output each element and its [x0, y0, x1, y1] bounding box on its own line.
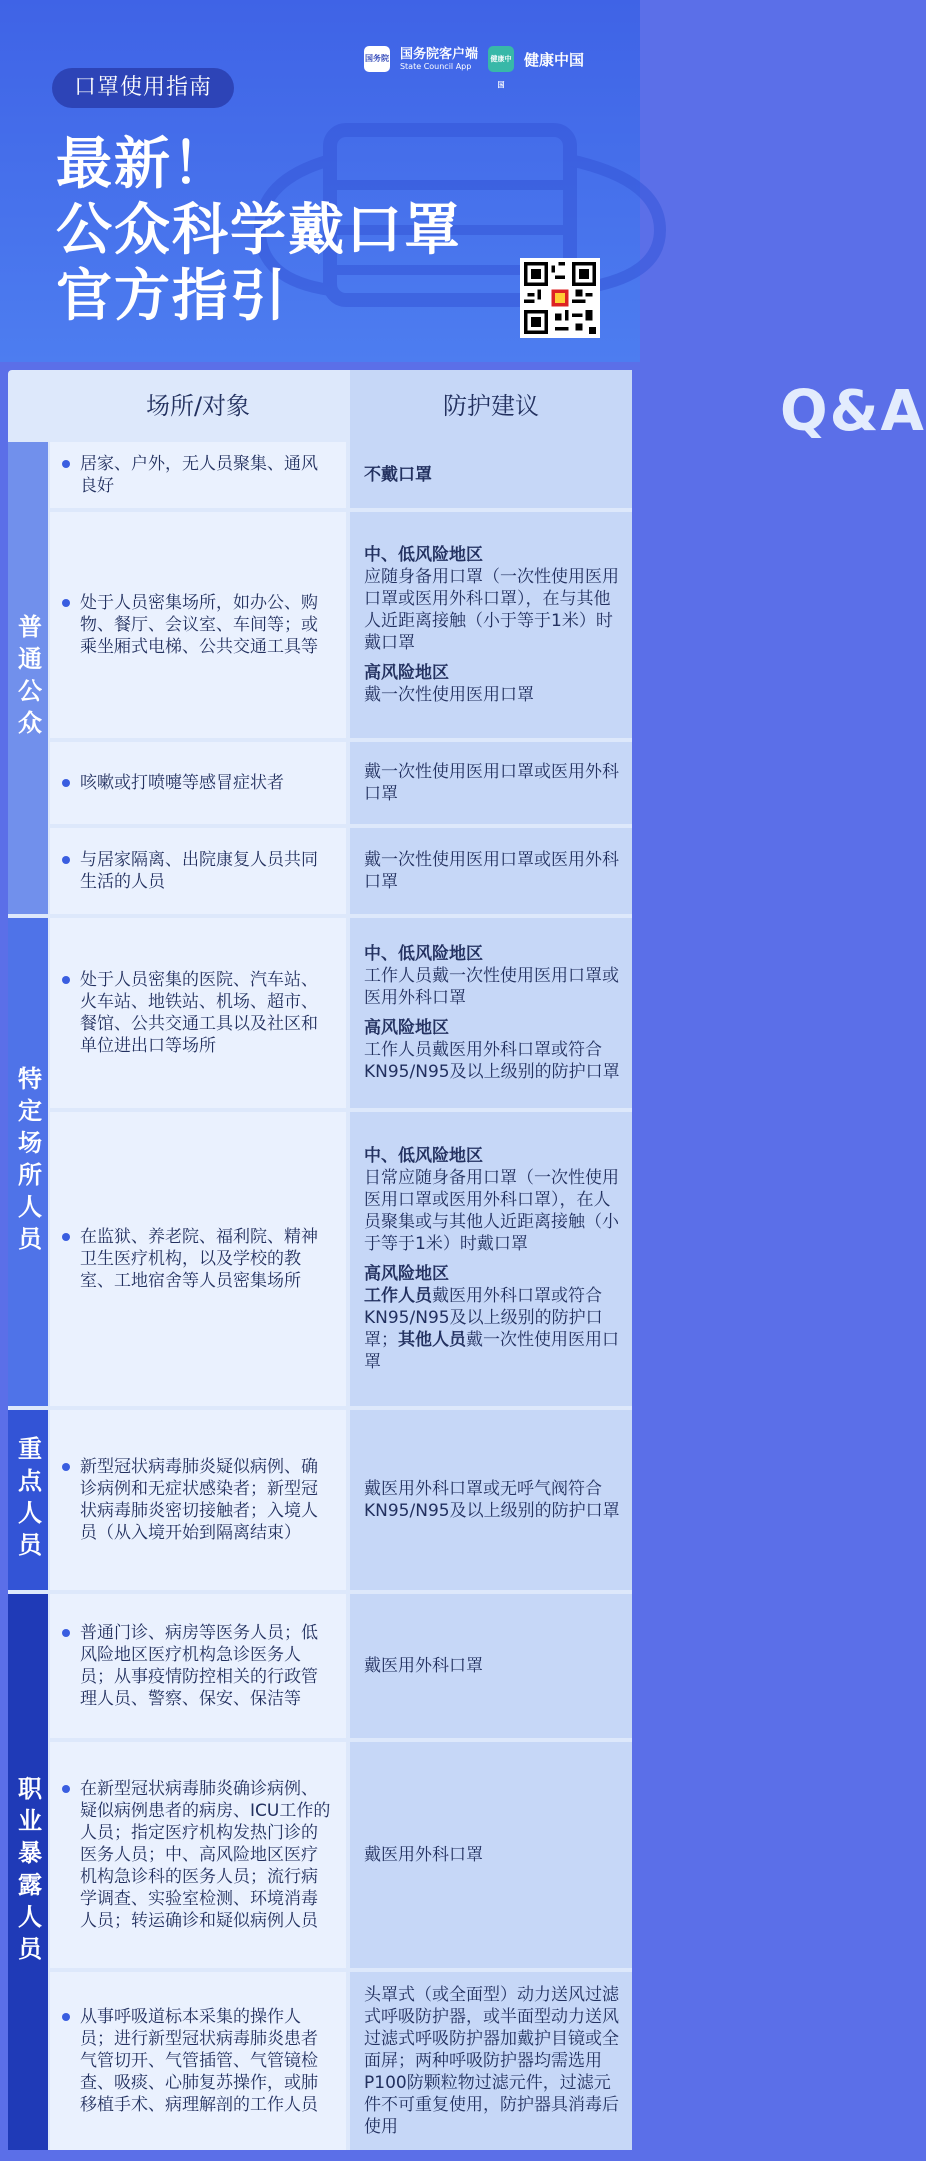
advice-low-risk: 工作人员戴一次性使用医用口罩或医用外科口罩: [364, 966, 619, 1008]
table-row: [50, 1112, 632, 1406]
page-title: [56, 132, 462, 330]
table-row: [50, 918, 632, 1108]
advice-cell: [350, 1972, 632, 2150]
advice-cell: [350, 742, 632, 824]
advice-high-risk-title: 高风险地区: [364, 1264, 449, 1284]
qr-code-icon: [524, 262, 596, 334]
state-council-en: State Council App: [399, 61, 472, 71]
advice-text: 头罩式（或全面型）动力送风过滤式呼吸防护器，或半面型动力送风过滤式呼吸防护器加戴护目镜或全面屏；两种呼吸防护器均需选用P100防颗粒物过滤元件，过滤元件不可重复使用，防护器具消毒后使用: [364, 1985, 619, 2137]
place-cell: [50, 918, 346, 1108]
place-text: 从事呼吸道标本采集的操作人员；进行新型冠状病毒肺炎患者气管切开、气管插管、气管镜检查、吸痰、心肺复苏操作，或肺移植手术、病理解剖的工作人员: [80, 2006, 332, 2116]
place-cell: [50, 442, 346, 508]
place-cell: [50, 1112, 346, 1406]
column-header-place: 场所/对象: [145, 392, 251, 420]
advice-text: 不戴口罩: [364, 465, 432, 485]
place-text: 普通门诊、病房等医务人员；低风险地区医疗机构急诊医务人员；从事疫情防控相关的行政管理人员、警察、保安、保洁等: [80, 1622, 332, 1710]
header-banner: [0, 0, 640, 362]
advice-high-risk-others: 戴一次性使用医用口罩: [364, 1330, 619, 1372]
table-row: [50, 442, 632, 508]
group-specific-places: [8, 918, 48, 1406]
group-general-public: [8, 442, 48, 914]
advice-high-risk-title: 高风险地区: [364, 1018, 449, 1038]
place-cell: [50, 1742, 346, 1968]
advice-text: 戴医用外科口罩或无呼气阀符合KN95/N95及以上级别的防护口罩: [364, 1479, 620, 1521]
group-label: 重点人员: [13, 1436, 42, 1564]
place-text: 与居家隔离、出院康复人员共同生活的人员: [80, 849, 332, 893]
advice-cell: [350, 442, 632, 508]
state-council-app-label: [400, 48, 478, 71]
advice-high-risk: 工作人员戴医用外科口罩或符合KN95/N95及以上级别的防护口罩: [364, 1040, 620, 1082]
title-line-1: 最新！: [56, 132, 230, 197]
advice-high-risk-title: 高风险地区: [364, 663, 449, 683]
advice-text: [364, 943, 626, 1083]
place-text: 处于人员密集的医院、汽车站、火车站、地铁站、机场、超市、餐馆、公共交通工具以及社区和单位进出口等场所: [80, 969, 332, 1057]
state-council-cn: 国务院客户端: [399, 46, 478, 62]
advice-low-risk-title: 中、低风险地区: [364, 944, 483, 964]
mask-guide-table: [8, 370, 926, 2150]
qa-watermark: Q&A: [780, 379, 926, 444]
place-cell: [50, 742, 346, 824]
column-header-advice: [350, 370, 926, 444]
advice-low-risk-title: 中、低风险地区: [364, 1146, 483, 1166]
advice-text: 戴医用外科口罩: [364, 1845, 483, 1865]
table-header: [8, 370, 926, 444]
place-text: 咳嗽或打喷嚏等感冒症状者: [80, 772, 332, 794]
advice-cell: [350, 1112, 632, 1406]
advice-text: [364, 544, 626, 706]
advice-low-risk: 日常应随身备用口罩（一次性使用医用口罩或医用外科口罩），在人员聚集或与其他人近距离接触（小于等于1米）时戴口罩: [364, 1168, 619, 1254]
advice-cell: [350, 918, 632, 1108]
table-row: [50, 1972, 632, 2150]
table-row: [50, 512, 632, 738]
guide-tag: 口罩使用指南: [52, 68, 234, 108]
place-cell: [50, 1410, 346, 1590]
advice-high-risk-staff: 戴医用外科口罩或符合KN95/N95及以上级别的防护口罩；: [364, 1286, 603, 1350]
place-text: 在新型冠状病毒肺炎确诊病例、疑似病例患者的病房、ICU工作的人员；指定医疗机构发热门诊的医务人员；中、高风险地区医疗机构急诊科的医务人员；流行病学调查、实验室检测、环境消毒人员；转运确诊和疑似病例人员: [80, 1779, 331, 1931]
qr-code[interactable]: [520, 258, 600, 338]
advice-high-risk: 戴一次性使用医用口罩: [364, 685, 534, 705]
table-row: [50, 828, 632, 914]
advice-cell: [350, 1742, 632, 1968]
advice-cell: [350, 1410, 632, 1590]
group-label: 特定场所人员: [13, 1066, 42, 1258]
group-key-persons: [8, 1410, 48, 1590]
advice-text: 戴一次性使用医用口罩或医用外科口罩: [364, 850, 619, 892]
group-label: 普通公众: [13, 614, 42, 742]
table-row: [50, 742, 632, 824]
advice-cell: [350, 1594, 632, 1738]
advice-cell: [350, 828, 632, 914]
advice-high-risk-staff-label: 工作人员: [364, 1286, 432, 1306]
title-line-3: 官方指引: [56, 264, 288, 329]
table-row: [50, 1410, 632, 1590]
state-council-logo-icon: 国务院: [364, 46, 390, 72]
place-text: 新型冠状病毒肺炎疑似病例、确诊病例和无症状感染者；新型冠状病毒肺炎密切接触者；入境人员（从入境开始到隔离结束）: [80, 1456, 332, 1544]
place-cell: [50, 512, 346, 738]
place-text: 在监狱、养老院、福利院、精神卫生医疗机构，以及学校的教室、工地宿舍等人员密集场所: [80, 1226, 332, 1292]
healthy-china-label: 健康中国: [523, 50, 584, 69]
advice-text: [364, 1145, 626, 1373]
table-row: [50, 1742, 632, 1968]
place-cell: [50, 828, 346, 914]
place-cell: [50, 1594, 346, 1738]
place-text: 处于人员密集场所，如办公、购物、餐厅、会议室、车间等；或乘坐厢式电梯、公共交通工具等: [80, 592, 332, 658]
advice-low-risk: 应随身备用口罩（一次性使用医用口罩或医用外科口罩），在与其他人近距离接触（小于等于1米）时戴口罩: [364, 567, 619, 653]
advice-cell: [350, 512, 632, 738]
advice-text: 戴一次性使用医用口罩或医用外科口罩: [364, 762, 619, 804]
publisher-logos: [364, 46, 584, 89]
group-occupational-exposure: [8, 1594, 48, 2150]
healthy-china-logo-icon: 健康中国: [488, 46, 514, 72]
title-line-2: 公众科学戴口罩: [56, 198, 462, 263]
column-header-advice-text: 防护建议: [443, 392, 539, 420]
group-label: 职业暴露人员: [13, 1776, 42, 1968]
table-row: [50, 1594, 632, 1738]
advice-high-risk-others-label: 其他人员: [398, 1330, 466, 1350]
place-text: 居家、户外，无人员聚集、通风良好: [80, 453, 332, 497]
place-cell: [50, 1972, 346, 2150]
advice-low-risk-title: 中、低风险地区: [364, 545, 483, 565]
advice-text: 戴医用外科口罩: [364, 1656, 483, 1676]
